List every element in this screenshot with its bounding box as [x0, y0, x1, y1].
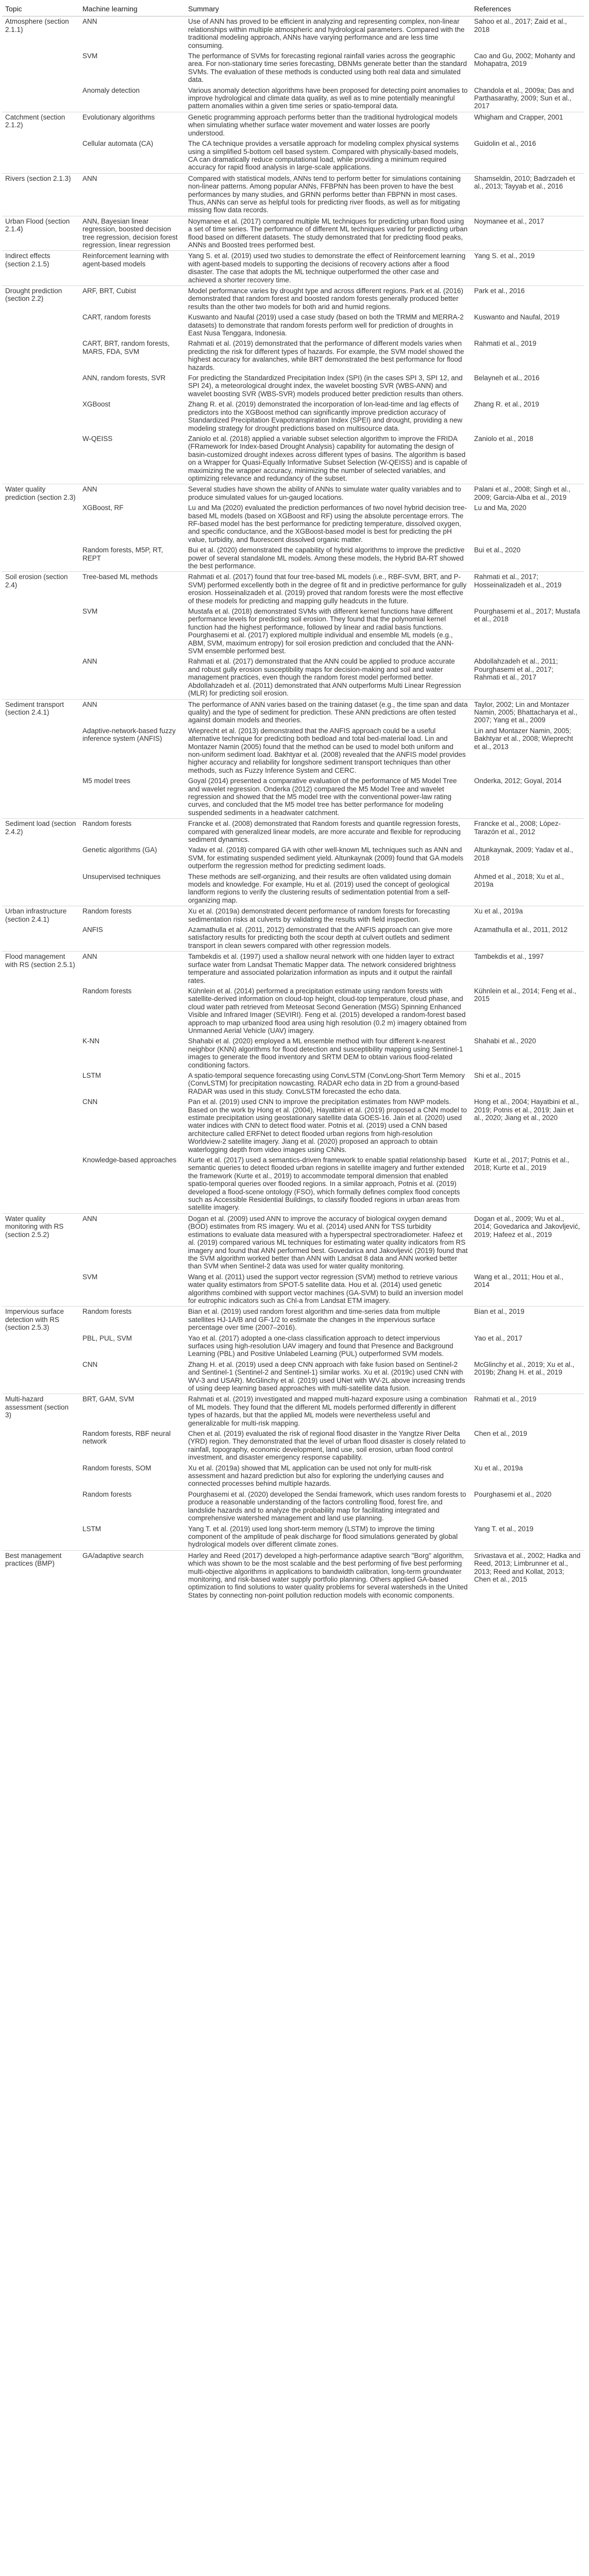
table-row: [2, 776, 584, 819]
table-row: [2, 1272, 584, 1307]
cell-summary: Rahmati et al. (2017) demonstrated that the ANN could be applied to produce accurate and robust gully erosion susceptibility maps for decision-making and soil and water management practices, even though the random forest model performed better. Abdollahzadeh et al. (2011) demonstrated that ANN outperforms Multi Linear Regression (MLR) for predicting soil erosion.: [188, 657, 461, 698]
table-row: [2, 1360, 584, 1394]
cell-machine-learning: PBL, PUL, SVM: [82, 1334, 132, 1342]
table-row: [2, 173, 584, 216]
cell-summary: Pan et al. (2019) used CNN to improve the precipitation estimates from NWP models. Based on the work by Hong et al. (2004), Hayatbini et al. (2019) proposed a CNN model to estimate precipitation using geostationary satellite data GOES-16. Jain et al. (2020) used water indices with CNN to detect flood water. Potnis et al. (2019) used a CNN based architecture called ERFNet to detect flooded urban regions from high-resolution Worldview-2 satellite imagery. Jiang et al. (2020) proposed an approach to obtain waterlogging depth from video images using CNNs.: [188, 1098, 467, 1154]
cell-references: Dogan et al., 2009; Wu et al., 2014; Govedarica and Jakovljević, 2019; Hafeez et al., 2019: [471, 1213, 584, 1272]
cell-machine-learning: LSTM: [82, 1071, 102, 1079]
table-row: [2, 16, 584, 51]
cell-references: Lin and Montazer Namin, 2005; Bakhtyar et al., 2008; Wieprecht et al., 2013: [474, 726, 574, 751]
table-row: [2, 845, 584, 871]
table-row: [2, 1213, 584, 1272]
cell-machine-learning: Random forests, M5P, RT, REPT: [82, 546, 163, 562]
cell-machine-learning: W-QEISS: [82, 434, 113, 443]
cell-machine-learning: CNN: [82, 1360, 98, 1368]
cell-topic: [2, 776, 79, 819]
cell-machine-learning: Evolutionary algorithms: [79, 112, 185, 139]
cell-summary: Kuswanto and Naufal (2019) used a case study (based on both the TRMM and MERRA-2 datasets) to demonstrate that random forests perform well for prediction of droughts in East Nusa Tenggara, Indonesia.: [188, 313, 464, 337]
cell-topic: [2, 845, 79, 871]
cell-references: Xu et al., 2019a: [471, 906, 584, 925]
cell-machine-learning: XGBoost, RF: [82, 504, 124, 512]
cell-topic: [2, 86, 79, 112]
table-row: [2, 545, 584, 572]
cell-topic: [2, 726, 79, 776]
cell-references: Xu et al., 2019a: [474, 1464, 523, 1472]
cell-summary: Various anomaly detection algorithms have been proposed for detecting point anomalies to improve hydrological and climate data quality, as well as to mine potentially meaningful pattern anomalies within a given time series or spatio-temporal data.: [188, 86, 468, 110]
cell-references: Cao and Gu, 2002; Mohanty and Mohapatra, 2019: [474, 52, 575, 68]
cell-summary: Xu et al. (2019a) demonstrated decent performance of random forests for forecasting sedimentation risks at culverts by validating the results with field inspection.: [185, 906, 471, 925]
cell-summary: Yadav et al. (2018) compared GA with other well-known ML techniques such as ANN and SVM, for estimating suspended sediment yield. Altunkaynak (2009) found that GA models outperform the regression method for predicting sediment loads.: [188, 846, 464, 870]
cell-references: Kurte et al., 2017; Potnis et al., 2018; Kurte et al., 2019: [474, 1156, 569, 1172]
cell-machine-learning: ARF, BRT, Cubist: [79, 286, 185, 313]
table-row: [2, 1307, 584, 1333]
cell-topic: Multi-hazard assessment (section 3): [2, 1394, 79, 1429]
table-row: [2, 1463, 584, 1489]
cell-topic: [2, 312, 79, 338]
cell-topic: Sediment transport (section 2.4.1): [2, 699, 79, 726]
table-row: [2, 726, 584, 776]
cell-references: Abdollahzadeh et al., 2011; Pourghasemi et al., 2017; Rahmati et al., 2017: [474, 657, 558, 682]
cell-summary: Wieprecht et al. (2013) demonstrated that the ANFIS approach could be a useful alternative technique for predicting both bedload and total bed-material load. Lin and Montazer Namin (2005) found that the method can be used to model both uniform and non-uniform sediment load. Bakhtyar et al. (2008) revealed that the ANFIS model provides higher accuracy and reliability for longshore sediment transport techniques than other methods, such as Fuzzy Inference System and CERC.: [188, 726, 466, 774]
cell-references: Kuswanto and Naufal, 2019: [474, 313, 560, 321]
cell-topic: Atmosphere (section 2.1.1): [2, 16, 79, 51]
cell-machine-learning: LSTM: [82, 1524, 102, 1533]
cell-machine-learning: Random forests: [82, 987, 132, 995]
cell-topic: [2, 656, 79, 699]
table-row: [2, 872, 584, 906]
table-row: [2, 139, 584, 173]
cell-summary: Rahmati et al. (2017) found that four tree-based ML models (i.e., RBF-SVM, BRT, and P-SVM) performed excellently both in the degree of fit and in predictive performance for gully erosion. Hosseinalizadeh et al. (2019) proved that random forests were the most effective of these models for predicting and mapping gully headcuts in the future.: [185, 572, 471, 606]
cell-references: McGlinchy et al., 2019; Xu et al., 2019b; Zhang H. et al., 2019: [474, 1360, 575, 1377]
table-row: [2, 1489, 584, 1524]
cell-summary: Wang et al. (2011) used the support vector regression (SVM) method to retrieve various water quality estimators from SPOT-5 satellite data. Hou et al. (2014) used genetic algorithms combined with support vector machines (GA-SVM) to build an inversion model for eutrophic indicators such as Chl-a from Landsat ETM imagery.: [188, 1273, 463, 1304]
cell-summary: These methods are self-organizing, and their results are often validated using domain models and knowledge. For example, Hu et al. (2019) used the concept of geological landform regions to verify the clustering results of sedimentation potential from a self-organizing map.: [188, 872, 451, 904]
cell-machine-learning: Random forests: [79, 819, 185, 845]
cell-topic: [2, 51, 79, 86]
cell-topic: [2, 139, 79, 173]
table-row: [2, 399, 584, 434]
cell-machine-learning: Anomaly detection: [82, 86, 140, 94]
table-row: [2, 1333, 584, 1360]
table-row: [2, 1429, 584, 1463]
cell-summary: Zhang H. et al. (2019) used a deep CNN approach with fake fusion based on Sentinel-2 and Sentinel-1 (Sentinel-2 and Sentinel-1) similar works. Xu et al. (2019c) used CNN with WV-3 and USAR). McGlinchy et al. (2019) used UNet with WV-2L above increasing trends of using deep learning based approaches with multi-satellite data fusion.: [188, 1360, 465, 1392]
cell-references: Yao et al., 2017: [474, 1334, 523, 1342]
cell-references: Srivastava et al., 2002; Hadka and Reed, 2013; Limbrunner et al., 2013; Reed and Kollat, 2013; Chen et al., 2015: [471, 1550, 584, 1601]
cell-summary: For predicting the Standardized Precipitation Index (SPI) (in the cases SPI 3, SPI 12, and SPI 24), a meteorological drought index, the wavelet boosting SVR (WBS-ANN) and wavelet boosting SVR (WBS-SVR) models produced better prediction results than others.: [188, 374, 464, 398]
cell-topic: [2, 1489, 79, 1524]
cell-topic: Best management practices (BMP): [2, 1550, 79, 1601]
cell-references: Pourghasemi et al., 2017; Mustafa et al., 2018: [474, 607, 580, 623]
cell-machine-learning: ANN: [79, 952, 185, 986]
cell-machine-learning: Genetic algorithms (GA): [82, 846, 157, 854]
cell-summary: Yao et al. (2017) adopted a one-class classification approach to detect impervious surfaces using high-resolution UAV imagery and found that Presence and Background Learning (PBL) and Positive Unlabeled Learning (PUL) outperformed SVM models.: [188, 1334, 453, 1358]
table-body: [2, 16, 584, 1601]
cell-topic: [2, 1524, 79, 1551]
cell-references: Hong et al., 2004; Hayatbini et al., 2019; Potnis et al., 2019; Jain et al., 2020; Jiang et al., 2020: [474, 1098, 579, 1122]
table-row: [2, 986, 584, 1036]
cell-summary: Yang S. et al. (2019) used two studies to demonstrate the effect of Reinforcement learning with agent-based models to supporting the decisions of recovery actions after a flood disaster. The case that adopts the ML technique outperformed the other case and achieved a shorter recovery time.: [185, 251, 471, 286]
cell-references: Yang S. et al., 2019: [471, 251, 584, 286]
cell-summary: Shahabi et al. (2020) employed a ML ensemble method with four different k-nearest neighbor (KNN) algorithms for flood detection and susceptibility mapping using Sentinel-1 images to generate the flood inventory and SRTM DEM to obtain various flood-related conditioning factors.: [188, 1037, 463, 1069]
cell-machine-learning: Reinforcement learning with agent-based models: [79, 251, 185, 286]
table-row: [2, 819, 584, 845]
cell-machine-learning: XGBoost: [82, 400, 111, 409]
cell-summary: Azamathulla et al. (2011, 2012) demonstrated that the ANFIS approach can give more satisfactory results for predicting both the scour depth at culvert outlets and sediment transport in clean sewers compared with other regression models.: [188, 926, 453, 950]
cell-topic: [2, 338, 79, 373]
cell-topic: Urban Flood (section 2.1.4): [2, 216, 79, 251]
table-row: [2, 373, 584, 399]
cell-summary: The performance of ANN varies based on the training dataset (e.g., the time span and data quality) and the type of sediment for prediction. These ANN predictions are often tested against domain models and theories.: [185, 699, 471, 726]
cell-summary: The CA technique provides a versatile approach for modeling complex physical systems using a simplified 5-bottom cell based system. Compared with physically-based models, CA can dramatically reduce computational load, while providing a minimum required accuracy for rapid flood analysis in large-scale applications.: [188, 140, 459, 172]
cell-summary: Harley and Reed (2017) developed a high-performance adaptive search "Borg" algorithm, which was shown to be the most scalable and the best performing of five best performing multi-objective algorithms in applications to bandwidth calibration, long-term groundwater monitoring, and risk-based water supply portfolio planning. Others applied GA-based optimization to find solutions to water quality problems for several watersheds in the United States by connecting non-point pollution reduction models with economic components.: [185, 1550, 471, 1601]
cell-references: Zhang R. et al., 2019: [474, 400, 540, 409]
cell-summary: Rahmati et al. (2019) demonstrated that the performance of different models varies when predicting the risk for different types of hazards. For example, the SVM model showed the highest accuracy for avalanches, while BRT demonstrated the best performance for flood hazards.: [188, 340, 464, 371]
table-row: [2, 434, 584, 484]
table-row: [2, 572, 584, 606]
table-row: [2, 1394, 584, 1429]
cell-machine-learning: Random forests: [79, 906, 185, 925]
cell-topic: [2, 503, 79, 545]
table-row: [2, 484, 584, 503]
table-row: [2, 1071, 584, 1097]
table-row: [2, 251, 584, 286]
cell-references: Pourghasemi et al., 2020: [474, 1490, 552, 1498]
cell-summary: Genetic programming approach performs better than the traditional hydrological models when simulating whether surface water movement and water losses are poorly understood.: [185, 112, 471, 139]
cell-machine-learning: Knowledge-based approaches: [82, 1156, 177, 1164]
table-row: [2, 286, 584, 313]
cell-references: Francke et al., 2008; López-Tarazón et al., 2012: [471, 819, 584, 845]
header-row: [2, 3, 584, 16]
cell-references: Azamathulla et al., 2011, 2012: [474, 926, 568, 934]
cell-topic: Flood management with RS (section 2.5.1): [2, 952, 79, 986]
cell-references: Taylor, 2002; Lin and Montazer Namin, 2005; Bhattacharya et al., 2007; Yang et al., 2009: [471, 699, 584, 726]
cell-summary: Dogan et al. (2009) used ANN to improve the accuracy of biological oxygen demand (BOD) estimates from RS imagery. Wu et al. (2014) used ANN for TSS turbidity estimations to evaluate data measured with a hyperspectral spectroradiometer. Hafeez et al. (2019) compared various ML techniques for estimating water quality indicators from RS imagery and found that ANN performed best. Govedarica and Jakovljević (2019) found that the SVM algorithm worked better than ANN with Landsat 8 data and ANN worked better than SVM when Sentinel-2 data was used for water quality monitoring.: [185, 1213, 471, 1272]
cell-machine-learning: ANFIS: [82, 926, 103, 934]
cell-references: Shi et al., 2015: [474, 1071, 521, 1079]
table-row: [2, 51, 584, 86]
cell-topic: [2, 545, 79, 572]
table-header: [2, 3, 584, 16]
cell-summary: Francke et al. (2008) demonstrated that Random forests and quantile regression forests, compared with generalized linear models, are more accurate and flexible for reproducing sediment dynamics.: [185, 819, 471, 845]
cell-topic: Urban infrastructure (section 2.4.1): [2, 906, 79, 925]
cell-machine-learning: GA/adaptive search: [79, 1550, 185, 1601]
cell-references: Yang T. et al., 2019: [474, 1524, 534, 1533]
cell-topic: [2, 986, 79, 1036]
cell-topic: [2, 1333, 79, 1360]
table-row: [2, 312, 584, 338]
table-row: [2, 1155, 584, 1213]
cell-topic: Drought prediction (section 2.2): [2, 286, 79, 313]
cell-references: Bui et al., 2020: [474, 546, 521, 554]
cell-topic: [2, 1429, 79, 1463]
table-row: [2, 656, 584, 699]
cell-machine-learning: BRT, GAM, SVM: [79, 1394, 185, 1429]
cell-summary: Kurte et al. (2017) used a semantics-driven framework to enable spatial relationship based semantic queries to detect flooded urban regions in satellite imagery and further extended the framework (Kurte et al., 2019) to accommodate temporal dimension that enabled spatio-temporal queries over flooded regions. In a similar approach, Potnis et al. (2019) developed a flood-scene ontology (FSO), which formally defines complex flood concepts such as Accessible Residential Buildings, to classify flooded regions in urban areas from satellite imagery.: [188, 1156, 467, 1212]
cell-machine-learning: Adaptive-network-based fuzzy inference system (ANFIS): [82, 726, 176, 743]
cell-references: Park et al., 2016: [471, 286, 584, 313]
cell-references: Bian et al., 2019: [471, 1307, 584, 1333]
cell-references: Ahmed et al., 2018; Xu et al., 2019a: [474, 872, 564, 889]
cell-references: Tambekdis et al., 1997: [471, 952, 584, 986]
cell-references: Whigham and Crapper, 2001: [471, 112, 584, 139]
cell-machine-learning: SVM: [82, 1273, 98, 1281]
cell-topic: [2, 1071, 79, 1097]
cell-machine-learning: SVM: [82, 52, 98, 60]
cell-topic: [2, 1155, 79, 1213]
table-row: [2, 1524, 584, 1551]
cell-machine-learning: ANN: [79, 484, 185, 503]
cell-machine-learning: Random forests, RBF neural network: [82, 1430, 171, 1446]
table-row: [2, 216, 584, 251]
cell-summary: Pourghasemi et al. (2020) developed the Sendai framework, which uses random forests to produce a reasonable understanding of the factors controlling flood, forest fire, and landslide hazards and to analyze the probability map for facilitating integrated and comprehensive watershed management and land use planning.: [188, 1490, 466, 1522]
table-row: [2, 1036, 584, 1071]
table-row: [2, 906, 584, 925]
header-machine-learning: Machine learning: [79, 3, 185, 16]
cell-topic: [2, 399, 79, 434]
cell-summary: Bui et al. (2020) demonstrated the capability of hybrid algorithms to improve the predictive power of several standalone ML models. Among these models, the Hybrid BA-RT showed the best performance.: [188, 546, 465, 570]
cell-machine-learning: Random forests, SOM: [82, 1464, 152, 1472]
cell-topic: [2, 1463, 79, 1489]
table-row: [2, 606, 584, 656]
cell-topic: [2, 1036, 79, 1071]
header-references: References: [471, 3, 584, 16]
cell-references: Palani et al., 2008; Singh et al., 2009; Garcia-Alba et al., 2019: [471, 484, 584, 503]
cell-references: Rahmati et al., 2017; Hosseinalizadeh et al., 2019: [471, 572, 584, 606]
table-row: [2, 86, 584, 112]
cell-topic: [2, 925, 79, 952]
cell-machine-learning: CART, BRT, random forests, MARS, FDA, SVM: [82, 340, 170, 355]
table-row: [2, 1097, 584, 1155]
cell-topic: [2, 1097, 79, 1155]
cell-topic: Catchment (section 2.1.2): [2, 112, 79, 139]
cell-summary: Noymanee et al. (2017) compared multiple ML techniques for predicting urban flood using a set of time series. The performance of different ML techniques varied for predicting urban flood based on different datasets. The study demonstrated that for predicting flood peaks, ANNs and Boosted trees performed best.: [185, 216, 471, 251]
table-row: [2, 338, 584, 373]
cell-topic: Impervious surface detection with RS (section 2.5.3): [2, 1307, 79, 1333]
cell-machine-learning: Unsupervised techniques: [82, 872, 161, 880]
table-row: [2, 699, 584, 726]
cell-topic: Indirect effects (section 2.1.5): [2, 251, 79, 286]
cell-references: Shamseldin, 2010; Badrzadeh et al., 2013; Tayyab et al., 2016: [471, 173, 584, 216]
cell-topic: [2, 872, 79, 906]
cell-machine-learning: Random forests: [82, 1490, 132, 1498]
cell-machine-learning: CNN: [82, 1098, 98, 1106]
cell-topic: [2, 1360, 79, 1394]
cell-references: Chen et al., 2019: [474, 1430, 527, 1438]
cell-summary: A spatio-temporal sequence forecasting using ConvLSTM (ConvLong-Short Term Memory (ConvLSTM) for precipitation nowcasting. RADAR echo data in 2D from a ground-based RADAR was used in this study. ConvLSTM forecasted the echo data.: [188, 1071, 465, 1095]
table-row: [2, 1550, 584, 1601]
cell-references: Shahabi et al., 2020: [474, 1037, 536, 1045]
cell-topic: [2, 434, 79, 484]
cell-machine-learning: K-NN: [82, 1037, 99, 1045]
cell-references: Altunkaynak, 2009; Yadav et al., 2018: [474, 846, 574, 862]
cell-machine-learning: M5 model trees: [82, 777, 131, 785]
table-row: [2, 925, 584, 952]
cell-topic: [2, 1272, 79, 1307]
cell-summary: The performance of SVMs for forecasting regional rainfall varies across the geographic area. For non-stationary time series forecasting, DBNMs generate better than the standard SVMs. The evaluation of these methods is conducted using both real data and simulated data.: [188, 52, 467, 84]
cell-references: Belayneh et al., 2016: [474, 374, 540, 382]
cell-topic: Soil erosion (section 2.4): [2, 572, 79, 606]
cell-topic: Water quality monitoring with RS (section 2.5.2): [2, 1213, 79, 1272]
cell-references: Wang et al., 2011; Hou et al., 2014: [474, 1273, 564, 1289]
ml-review-table: [2, 3, 584, 1601]
cell-summary: Xu et al. (2019a) showed that ML application can be used not only for multi-risk assessment and hazard prediction but also for exploring the underlying causes and connected processes behind multiple hazards.: [188, 1464, 444, 1488]
cell-summary: Bian et al. (2019) used random forest algorithm and time-series data from multiple satellites HJ-1A/B and GF-1/2 to estimate the changes in the impervious surface percentage over time (2007–2016).: [185, 1307, 471, 1333]
cell-references: Guidolin et al., 2016: [474, 140, 536, 148]
cell-references: Lu and Ma, 2020: [474, 504, 527, 512]
cell-machine-learning: SVM: [82, 607, 98, 616]
cell-summary: Use of ANN has proved to be efficient in analyzing and representing complex, non-linear relationships within multiple atmospheric and hydrological parameters. Compared with the traditional modeling approach, ANNs have varying performance and are less time consuming.: [185, 16, 471, 51]
cell-references: Noymanee et al., 2017: [471, 216, 584, 251]
cell-machine-learning: ANN: [79, 1213, 185, 1272]
cell-machine-learning: ANN, Bayesian linear regression, boosted decision tree regression, decision forest regression, linear regression: [79, 216, 185, 251]
cell-summary: Chen et al. (2019) evaluated the risk of regional flood disaster in the Yangtze River Delta (YRD) region. They demonstrated that the level of urban flood disaster is closely related to rainfall, topography, economic development, land use, soil erosion, urban flood control investment, and disaster emergency response capability.: [188, 1430, 466, 1462]
cell-summary: Compared with statistical models, ANNs tend to perform better for simulations containing non-linear patterns. Among popular ANNs, FFBPNN has been proven to have the best performances by many studies, and GRNN performs better than FBPNN in most cases. Thus, ANNs can serve as helpful tools for predicting river floods, as well as for mitigating missing flow data records.: [185, 173, 471, 216]
cell-summary: Tambekdis et al. (1997) used a shallow neural network with one hidden layer to extract surface water from Landsat Thematic Mapper data. The network considered brightness temperature and associated polarization information as inputs and it output the rainfall rates.: [185, 952, 471, 986]
cell-references: Rahmati et al., 2019: [474, 340, 536, 348]
cell-machine-learning: CART, random forests: [82, 313, 151, 321]
cell-topic: Sediment load (section 2.4.2): [2, 819, 79, 845]
cell-machine-learning: ANN: [79, 699, 185, 726]
cell-topic: Water quality prediction (section 2.3): [2, 484, 79, 503]
cell-references: Kühnlein et al., 2014; Feng et al., 2015: [474, 987, 577, 1003]
table-row: [2, 503, 584, 545]
cell-summary: Several studies have shown the ability of ANNs to simulate water quality variables and to produce simulated values for un-gauged locations.: [185, 484, 471, 503]
cell-machine-learning: ANN, random forests, SVR: [82, 374, 166, 382]
cell-machine-learning: ANN: [79, 173, 185, 216]
cell-machine-learning: ANN: [82, 657, 97, 666]
cell-summary: Zhang R. et al. (2019) demonstrated the incorporation of lon-lead-time and lag effects of predictors into the XGBoost method can significantly improve prediction accuracy of Standardized Precipitation Evapotranspiration Index (SPEI) and drought, providing a new modeling strategy for drought predictions based on multisource data.: [188, 400, 463, 432]
cell-summary: Lu and Ma (2020) evaluated the prediction performances of two novel hybrid decision tree-based ML models (based on XGBoost and RF) using the absolute percentage errors. The RF-based model has the best performance for predicting temperature, dissolved oxygen, and specific conductance, and the XGBoost-based model is best for predicting the pH value, turbidity, and fluorescent dissolved organic matter.: [188, 504, 467, 544]
cell-machine-learning: ANN: [79, 16, 185, 51]
cell-references: Rahmati et al., 2019: [471, 1394, 584, 1429]
cell-topic: Rivers (section 2.1.3): [2, 173, 79, 216]
cell-summary: Rahmati et al. (2019) investigated and mapped multi-hazard exposure using a combination of ML models. They found that the different ML models performed differently in different types of hazards, but that the applied ML models were nevertheless useful and generalizable for multi-risk mapping.: [185, 1394, 471, 1429]
table-row: [2, 952, 584, 986]
cell-summary: Goyal (2014) presented a comparative evaluation of the performance of M5 Model Tree and wavelet regression. Onderka (2012) compared the M5 Model Tree and wavelet regression and showed that the M5 model tree with the conventional power-law rating curves, and concluded that the M5 model tree has better performance for modeling suspended sediments in a headwater catchment.: [188, 777, 457, 817]
cell-machine-learning: Tree-based ML methods: [79, 572, 185, 606]
header-summary: Summary: [185, 3, 471, 16]
cell-summary: Model performance varies by drought type and across different regions. Park et al. (2016) demonstrated that random forest and boosted random forests generally produced better results than the other two models for both arid and humid regions.: [185, 286, 471, 313]
cell-references: Sahoo et al., 2017; Zaid et al., 2018: [471, 16, 584, 51]
table-row: [2, 112, 584, 139]
cell-summary: Yang T. et al. (2019) used long short-term memory (LSTM) to improve the timing component of the amplitude of peak discharge for flood simulations generated by global hydrological models over different climate zones.: [188, 1524, 458, 1549]
cell-summary: Mustafa et al. (2018) demonstrated SVMs with different kernel functions have different performance levels for predicting soil erosion. They found that the polynomial kernel function had the highest performance, followed by linear and radial basis functions. Pourghasemi et al. (2017) explored multiple individual and ensemble ML models (e.g., ABM, SVM, maximum entropy) for soil erosion prediction and concluded that the ANN-SVM ensemble performed best.: [188, 607, 454, 655]
cell-summary: Kühnlein et al. (2014) performed a precipitation estimate using random forests with satellite-derived information on cloud-top height, cloud-top temperature, cloud phase, and cloud water path retrieved from Meteosat Second Generation (MSG) Spinning Enhanced Visible and Infrared Imager (SEVIRI). Feng et al. (2015) developed a random-forest based approach to map urbanized flood area using high resolution (0.2 m) imagery obtained from Unmanned Aerial Vehicle (UAV) imagery.: [188, 987, 467, 1035]
cell-references: Zaniolo et al., 2018: [474, 434, 533, 443]
cell-machine-learning: Cellular automata (CA): [82, 140, 154, 148]
cell-summary: Zaniolo et al. (2018) applied a variable subset selection algorithm to improve the FRIDA (FRamework for Index-based Drought Analysis) capability for automating the design of basin-customized drought indexes across different types of basins. The algorithm is based on a Wrapper for Quasi-Equally Informative Subset Selection (W-QEISS) and is capable of maximizing the wrapper accuracy, minimizing the number of selected variables, and optimizing relevance and redundancy of the subset.: [188, 434, 467, 482]
cell-topic: [2, 373, 79, 399]
cell-references: Onderka, 2012; Goyal, 2014: [474, 777, 562, 785]
cell-topic: [2, 606, 79, 656]
cell-references: Chandola et al., 2009a; Das and Parthasarathy, 2009; Sun et al., 2017: [474, 86, 574, 110]
header-topic: Topic: [2, 3, 79, 16]
cell-machine-learning: Random forests: [79, 1307, 185, 1333]
